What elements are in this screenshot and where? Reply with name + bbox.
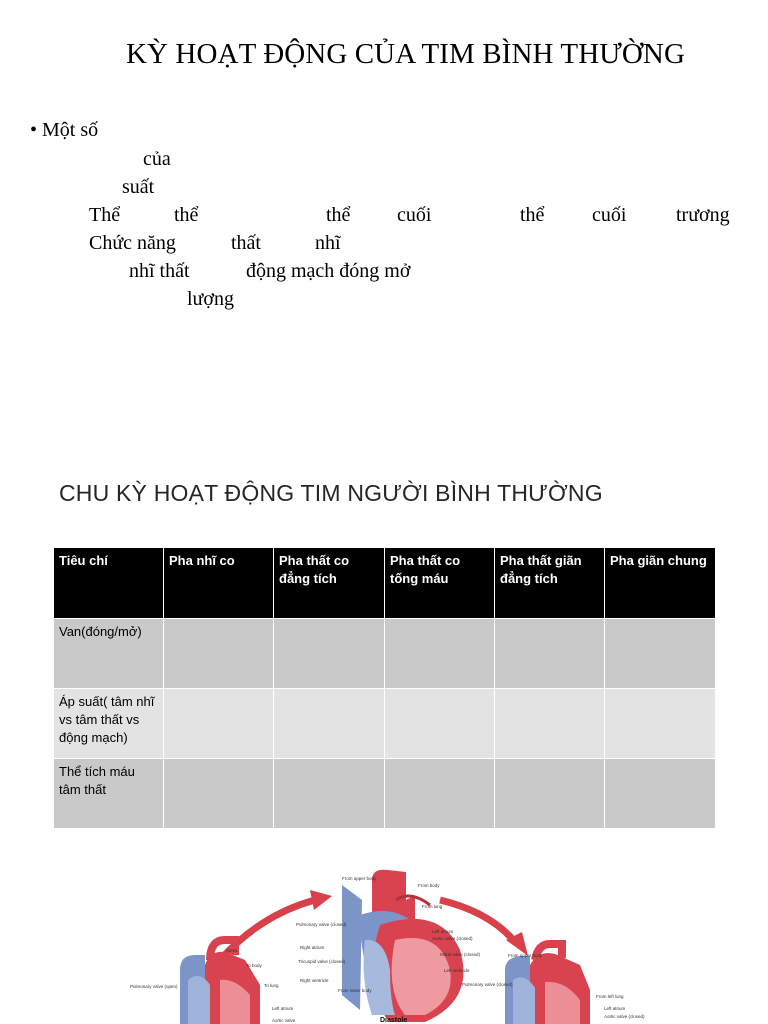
diagram-label: From lung	[422, 904, 443, 909]
column-header: Pha giãn chung	[605, 548, 716, 619]
table-row	[54, 689, 716, 759]
diagram-label: From body	[418, 883, 440, 888]
table-cell	[274, 759, 385, 829]
table-cell	[605, 689, 716, 759]
table-cell	[495, 619, 605, 689]
diagram-label: Mitral valve (closed)	[440, 952, 481, 957]
text-fragment: động mạch đóng mở	[246, 260, 411, 282]
text-fragment: nhĩ	[315, 232, 341, 254]
text-fragment: trương	[676, 204, 730, 226]
page-title: KỲ HOẠT ĐỘNG CỦA TIM BÌNH THƯỜNG	[126, 38, 685, 70]
diagram-label: To body	[246, 963, 262, 968]
bullet-lead: Một số	[42, 119, 99, 141]
table-cell	[495, 689, 605, 759]
cardiac-cycle-table	[53, 547, 716, 829]
heart-systole-left	[180, 940, 260, 1024]
diagram-label: From upper body	[508, 953, 543, 958]
table-cell	[385, 619, 495, 689]
cardiac-cycle-diagram	[110, 860, 655, 1024]
text-fragment: thể	[520, 204, 545, 226]
table-cell	[605, 759, 716, 829]
arrow-head	[310, 890, 332, 910]
diagram-label: Left atrium	[432, 929, 454, 934]
table-row	[54, 619, 716, 689]
bullet-marker: •	[30, 119, 38, 141]
table-cell	[164, 759, 274, 829]
column-header: Pha nhĩ co	[164, 548, 274, 619]
table-cell	[385, 689, 495, 759]
diagram-label: Pulmonary valve (closed)	[462, 982, 513, 987]
diagram-label: Tricuspid valve (closed)	[298, 959, 346, 964]
text-fragment: thất	[231, 232, 261, 254]
row-label: Van(đóng/mở)	[54, 619, 164, 689]
diagram-label: Pulmonary valve (open)	[130, 984, 178, 989]
column-header: Pha thất co đẳng tích	[274, 548, 385, 619]
diagram-label: Aortic valve (closed)	[432, 936, 473, 941]
diagram-label: From upper body	[342, 876, 377, 881]
text-fragment: của	[143, 148, 171, 170]
diagram-label: Right ventricle	[300, 978, 329, 983]
column-header: Pha thất co tống máu	[385, 548, 495, 619]
text-fragment: thể	[326, 204, 351, 226]
diagram-label: From lower body	[338, 988, 372, 993]
column-header: Pha thất giãn đẳng tích	[495, 548, 605, 619]
table-cell	[605, 619, 716, 689]
diagram-label: Pulmonary valve (closed)	[296, 922, 347, 927]
text-fragment: cuối	[592, 204, 627, 226]
table-header-row	[54, 548, 716, 619]
table-row	[54, 759, 716, 829]
diagram-label: Left atrium	[272, 1006, 294, 1011]
row-label: Thể tích máu tâm thất	[54, 759, 164, 829]
text-fragment: thể	[174, 204, 199, 226]
diagram-label: Left ventricle	[444, 968, 470, 973]
diagram-caption: Diastole	[380, 1017, 408, 1024]
diagram-label: Right atrium	[300, 945, 325, 950]
text-fragment: Thể	[89, 204, 121, 226]
text-fragment: nhĩ thất	[129, 260, 190, 282]
table-cell	[164, 619, 274, 689]
section-subtitle: CHU KỲ HOẠT ĐỘNG TIM NGƯỜI BÌNH THƯỜNG	[59, 480, 603, 506]
table-cell	[274, 689, 385, 759]
row-label: Áp suất( tâm nhĩ vs tâm thất vs động mạch)	[54, 689, 164, 759]
table-cell	[164, 689, 274, 759]
table-cell	[385, 759, 495, 829]
table-cell	[495, 759, 605, 829]
text-fragment: Chức năng	[89, 232, 176, 254]
text-fragment: lượng	[187, 288, 234, 310]
diagram-label: Aorta	[226, 948, 237, 953]
heart-diastole	[342, 870, 463, 1022]
diagram-label: To lung	[264, 983, 279, 988]
diagram-label: Aortic valve	[272, 1018, 296, 1023]
diagram-label: Aortic valve (closed)	[604, 1014, 645, 1019]
diagram-label: From left lung	[596, 994, 624, 999]
text-fragment: suất	[122, 176, 155, 198]
table-cell	[274, 619, 385, 689]
diagram-label: Left atrium	[604, 1006, 626, 1011]
column-header: Tiêu chí	[54, 548, 164, 619]
text-fragment: cuối	[397, 204, 432, 226]
